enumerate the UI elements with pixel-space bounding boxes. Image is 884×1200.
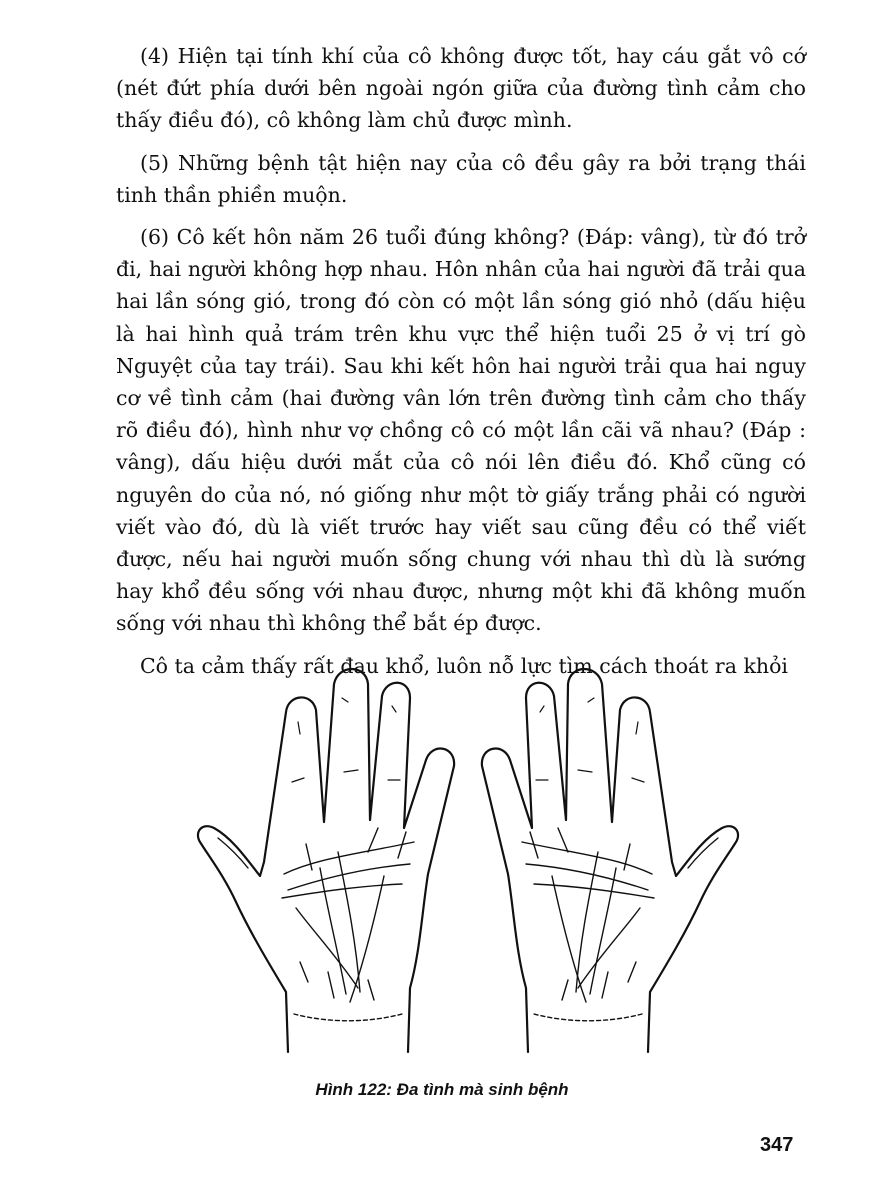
figure-caption: Hình 122: Đa tình mà sinh bệnh	[315, 1080, 569, 1099]
right-palm-lines	[522, 828, 654, 1021]
page-number: 347	[760, 1134, 794, 1156]
left-palm-lines	[282, 828, 414, 1021]
paragraph-5: (5) Những bệnh tật hiện nay của cô đều gây ra bởi trạng thái tinh thần phiền muộn.	[116, 150, 806, 207]
paragraph-6: (6) Cô kết hôn năm 26 tuổi đúng không? (Đáp: vâng), từ đó trở đi, hai người không hợp nhau. Hôn nhân của hai người đã trải qua hai lần sóng gió, trong đó còn có một lần sóng gió nhỏ (dấu hiệu là hai hình quả trám trên khu vực thể hiện tuổi 25 ở vị trí gò Nguyệt của tay trái). Sau khi kết hôn hai người trải qua hai nguy cơ về tình cảm (hai đường vân lớn trên đường tình cảm cho thấy rõ điều đó), hình như vợ chồng cô có một lần cãi vã nhau? (Đáp : vâng), dấu hiệu dưới mắt của cô nói lên điều đó. Khổ cũng có nguyên do của nó, nó giống như một tờ giấy trắng phải có người viết vào đó, dù là viết trước hay viết sau cũng đều có thể viết được, nếu hai người muốn sống chung với nhau thì dù là sướng hay khổ đều sống với nhau được, nhưng một khi đã không muốn sống với nhau thì không thể bắt ép được.	[116, 225, 806, 636]
palm-illustration	[188, 662, 748, 1062]
paragraph-4: (4) Hiện tại tính khí của cô không được tốt, hay cáu gắt vô cớ (nét đứt phía dưới bên ngoài ngón giữa của đường tình cảm cho thấy điều đó), cô không làm chủ được mình.	[116, 44, 806, 133]
hands-drawing	[188, 662, 748, 1062]
body-text	[116, 40, 806, 682]
paragraph-continuation: Cô ta cảm thấy rất đau khổ, luôn nỗ lực tìm cách thoát ra khỏi	[140, 653, 788, 678]
